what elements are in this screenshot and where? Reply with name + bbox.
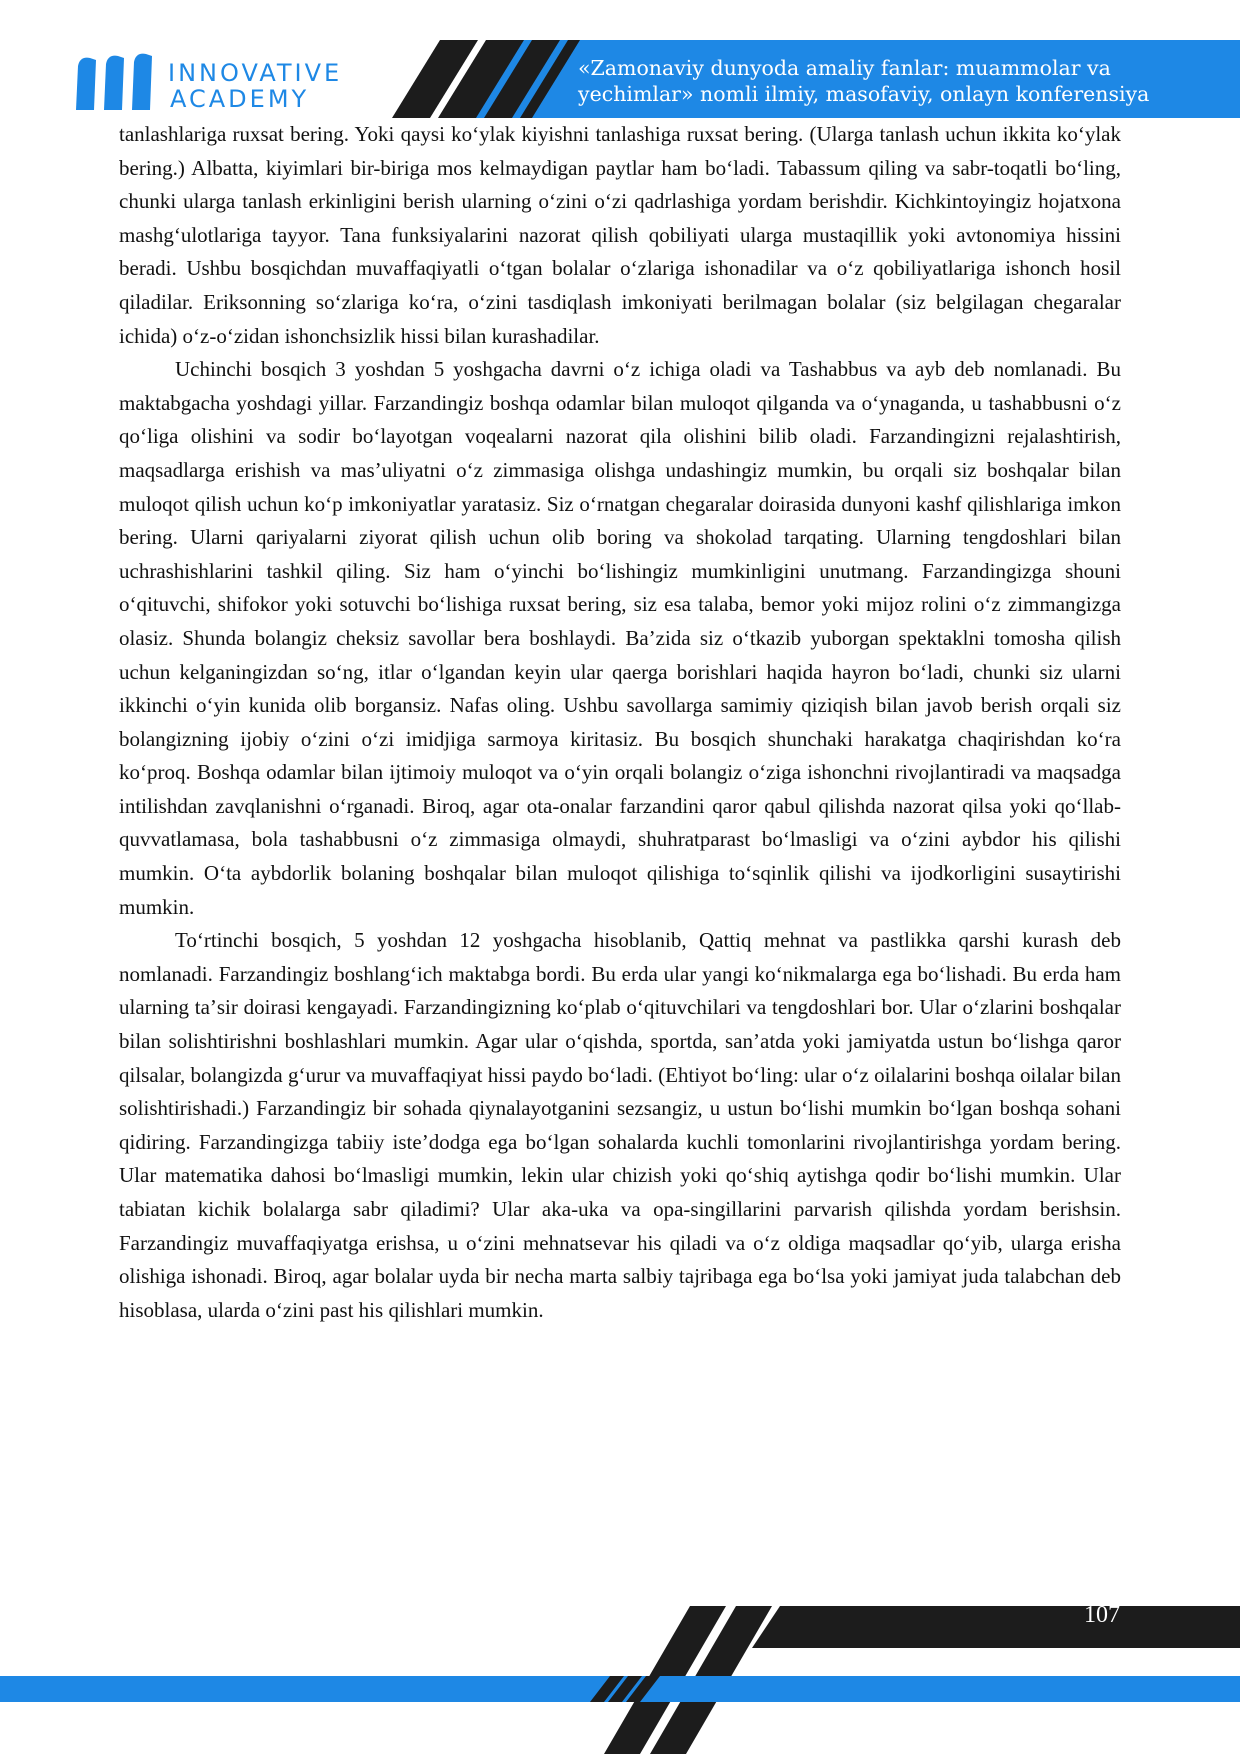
conference-title-line-1: «Zamonaviy dunyoda amaliy fanlar: muammolar va — [578, 56, 1111, 80]
paragraph-2: Uchinchi bosqich 3 yoshdan 5 yoshgacha davrni oʻz ichiga oladi va Tashabbus va ayb deb nomlanadi. Bu maktabgacha yoshdagi yillar. Farzandingiz boshqa odamlar bilan muloqot qilganda va oʻynaganda, u tashabbusni oʻz qoʻliga olishini va sodir boʻlayotgan voqealarni nazorat qila olishini bilib oladi. Farzandingizni rejalashtirish, maqsadlarga erishish va masʼuliyatni oʻz zimmasiga olishga undashingiz mumkin, bu orqali siz boshqalar bilan muloqot qilish uchun koʻp imkoniyatlar yaratasiz. Siz oʻrnatgan chegaralar doirasida dunyoni kashf qilishlariga imkon bering. Ularni qariyalarni ziyorat qilish uchun olib boring va shokolad tarqating. Ularning tengdoshlari bilan uchrashishlarini tashkil qiling. Siz ham oʻyinchi boʻlishingiz mumkinligini unutmang. Farzandingizga shouni oʻqituvchi, shifokor yoki sotuvchi boʻlishiga ruxsat bering, siz esa talaba, bemor yoki mijoz rolini oʻz zimmangizga olasiz. Shunda bolangiz cheksiz savollar bera boshlaydi. Baʼzida siz oʻtkazib yuborgan spektaklni tomosha qilish uchun kelganingizdan soʻng, itlar oʻlgandan keyin ular qaerga borishlari haqida hayron boʻladi, chunki siz ularni ikkinchi oʻyin kunida olib borgansiz. Nafas oling. Ushbu savollarga samimiy qiziqish bilan javob berish orqali siz bolangizning ijobiy oʻzini oʻzi imidjiga sarmoya kiritasiz. Bu bosqich shunchaki harakatga chaqirishdan koʻra koʻproq. Boshqa odamlar bilan ijtimoiy muloqot va oʻyin orqali bolangiz oʻziga ishonchni rivojlantiradi va maqsadga intilishdan zavqlanishni oʻrganadi. Biroq, agar ota-onalar farzandini qaror qabul qilishda nazorat qilsa yoki qoʻllab-quvvatlamasa, bola tashabbusni oʻz zimmasiga olmaydi, shuhratparast boʻlmasligi va oʻzini aybdor his qilishi mumkin. Oʻta aybdorlik bolaning boshqalar bilan muloqot qilishiga toʻsqinlik qilishi va ijodkorligini susaytirishi mumkin. — [119, 357, 1121, 919]
conference-title-line-2: yechimlar» nomli ilmiy, masofaviy, onlayn konferensiya — [578, 82, 1150, 106]
footer-banner-graphic — [0, 1590, 1240, 1754]
academy-logo-icon — [72, 52, 162, 114]
page-footer — [0, 1590, 1240, 1754]
article-body — [119, 118, 1121, 1327]
paragraph-1: tanlashlariga ruxsat bering. Yoki qaysi koʻylak kiyishni tanlashiga ruxsat bering. (Ularga tanlash uchun ikkita koʻylak bering.) Albatta, kiyimlari bir-biriga mos kelmaydigan paytlar ham boʻladi. Tabassum qiling va sabr-toqatli boʻling, chunki ularga tanlash erkinligini berish ularning oʻzini oʻzi qadrlashiga yordam berishdir. Kichkintoyingiz hojatxona mashgʻulotlariga tayyor. Tana funksiyalarini nazorat qilish qobiliyati ularga mustaqillik yoki avtonomiya hissini beradi. Ushbu bosqichdan muvaffaqiyatli oʻtgan bolalar oʻzlariga ishonadilar va oʻz qobiliyatlariga ishonch hosil qiladilar. Eriksonning soʻzlariga koʻra, oʻzini tasdiqlash imkoniyati berilmagan bolalar (siz belgilagan chegaralar ichida) oʻz-oʻzidan ishonchsizlik hissi bilan kurashadilar. — [119, 122, 1121, 348]
conference-title — [578, 55, 1228, 107]
paragraph-3: Toʻrtinchi bosqich, 5 yoshdan 12 yoshgacha hisoblanib, Qattiq mehnat va pastlikka qarshi kurash deb nomlanadi. Farzandingiz boshlangʻich maktabga bordi. Bu erda ular yangi koʻnikmalarga ega boʻlishadi. Bu erda ham ularning taʼsir doirasi kengayadi. Farzandingizning koʻplab oʻqituvchilari va tengdoshlari bor. Ular oʻzlarini boshqalar bilan solishtirishni boshlashlari mumkin. Agar ular oʻqishda, sportda, sanʼatda yoki jamiyatda ustun boʻlishga qaror qilsalar, bolangizda gʻurur va muvaffaqiyat hissi paydo boʻladi. (Ehtiyot boʻling: ular oʻz oilalarini boshqa oilalar bilan solishtirishadi.) Farzandingiz bir sohada qiynalayotganini sezsangiz, u ustun boʻlishi mumkin boʻlgan boshqa sohani qidiring. Farzandingizga tabiiy isteʼdodga ega boʻlgan sohalarda kuchli tomonlarini rivojlantirishga yordam bering. Ular matematika dahosi boʻlmasligi mumkin, lekin ular chizish yoki qoʻshiq aytishga qodir boʻlishi mumkin. Ular tabiatan kichik bolalarga sabr qiladimi? Ular aka-uka va opa-singillarini parvarish qilishda yordam berishsin. Farzandingiz muvaffaqiyatga erishsa, u oʻzini mehnatsevar his qiladi va oʻz oldiga maqsadlar qoʻyib, ularga erisha olishiga ishonadi. Biroq, agar bolalar uyda bir necha marta salbiy tajribaga ega boʻlsa yoki jamiyat juda talabchan deb hisoblasa, ularda oʻzini past his qilishlari mumkin. — [119, 928, 1121, 1322]
logo-line-1: INNOVATIVE — [168, 59, 343, 87]
logo-text — [168, 60, 342, 112]
page-header — [0, 0, 1240, 130]
logo-line-2: ACADEMY — [170, 85, 310, 113]
page-number: 107 — [1084, 1602, 1120, 1628]
